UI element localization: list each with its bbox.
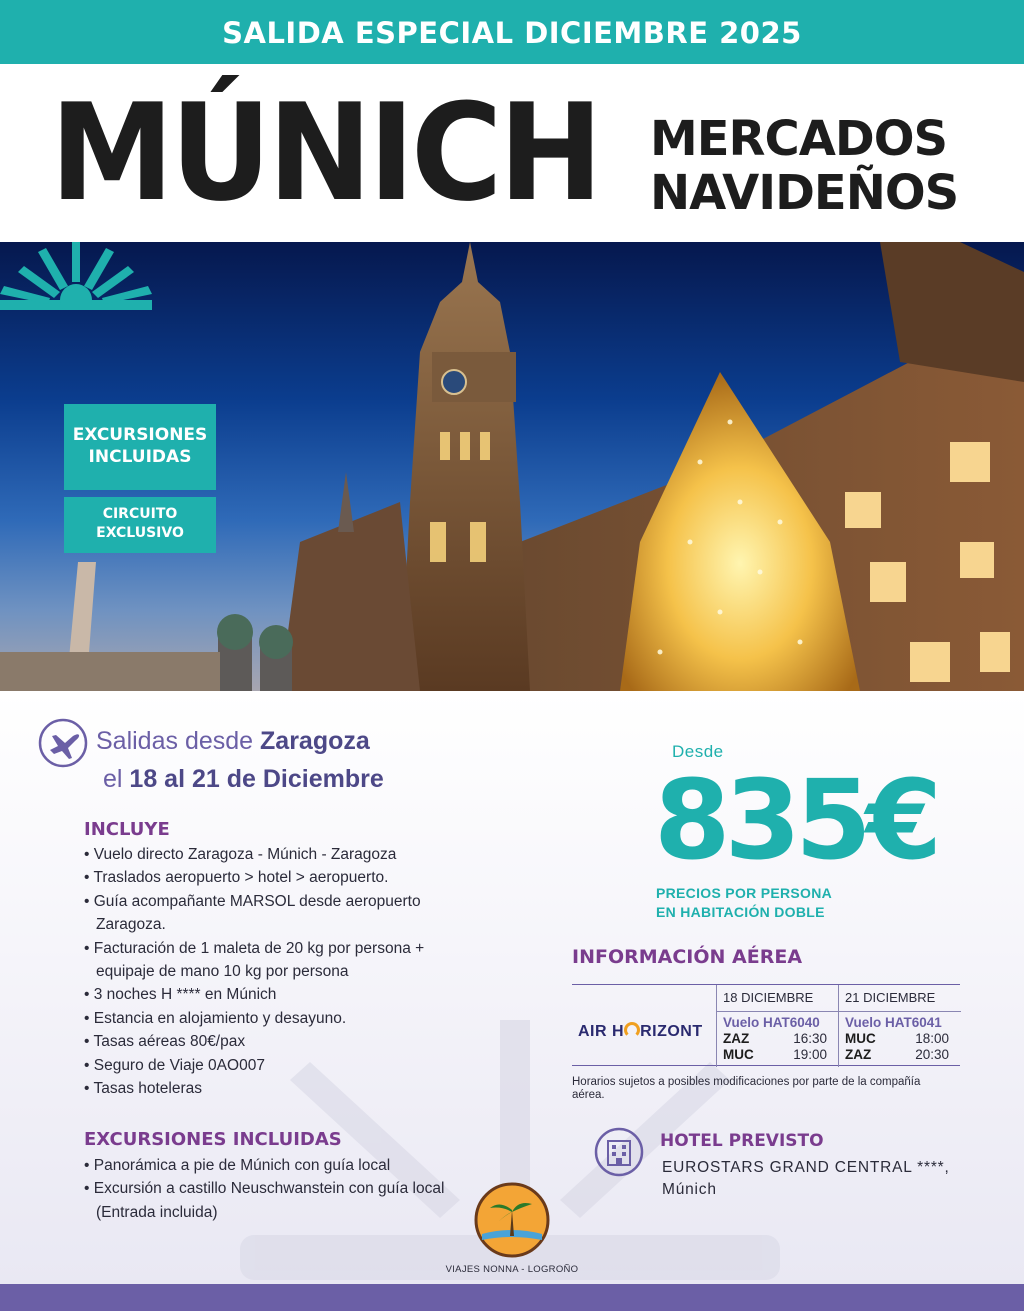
list-item: • Seguro de Viaje 0AO007 bbox=[84, 1054, 484, 1077]
excursions-heading: EXCURSIONES INCLUIDAS bbox=[84, 1129, 342, 1150]
flight-number: Vuelo HAT6040 bbox=[723, 1015, 820, 1030]
airport-code: ZAZ bbox=[845, 1047, 872, 1062]
list-item: • 3 noches H **** en Múnich bbox=[84, 983, 484, 1006]
return-column bbox=[838, 985, 960, 1067]
list-item: • Tasas aéreas 80€/pax bbox=[84, 1030, 484, 1053]
agency-logo-icon bbox=[474, 1182, 550, 1258]
excursions-list bbox=[84, 1154, 489, 1224]
flight-row bbox=[723, 1047, 827, 1062]
price-note-line: EN HABITACIÓN DOBLE bbox=[656, 904, 825, 920]
agency-name: VIAJES NONNA - LOGROÑO bbox=[445, 1264, 579, 1275]
divider bbox=[839, 1011, 961, 1012]
list-item: • Estancia en alojamiento y desayuno. bbox=[84, 1007, 484, 1030]
outbound-column bbox=[716, 985, 838, 1067]
includes-list bbox=[84, 843, 484, 1100]
hotel-city: Múnich bbox=[662, 1181, 717, 1198]
flight-date: 18 DICIEMBRE bbox=[723, 990, 814, 1005]
hero-photo bbox=[0, 242, 1024, 691]
list-item: • Panorámica a pie de Múnich con guía local bbox=[84, 1154, 489, 1177]
departure-prefix: Salidas desde bbox=[96, 727, 254, 755]
flight-time: 20:30 bbox=[915, 1047, 949, 1062]
flight-table bbox=[572, 984, 960, 1066]
price-amount: 835€ bbox=[654, 756, 937, 884]
flight-time: 18:00 bbox=[915, 1031, 949, 1046]
departure-line bbox=[96, 727, 370, 756]
flight-info-heading: INFORMACIÓN AÉREA bbox=[572, 946, 803, 968]
list-item: • Vuelo directo Zaragoza - Múnich - Zaragoza bbox=[84, 843, 484, 866]
badge-line: INCLUIDAS bbox=[88, 447, 192, 467]
plane-icon bbox=[38, 718, 88, 768]
flight-date: 21 DICIEMBRE bbox=[845, 990, 936, 1005]
divider bbox=[717, 1011, 839, 1012]
badge-line: EXCURSIONES bbox=[72, 425, 208, 445]
list-item: • Guía acompañante MARSOL desde aeropuerto Zaragoza. bbox=[84, 890, 484, 937]
airline-name-part: RIZONT bbox=[640, 1023, 703, 1040]
dates-prefix: el bbox=[103, 765, 123, 793]
flight-time: 19:00 bbox=[793, 1047, 827, 1062]
subtitle-line-1: MERCADOS bbox=[650, 111, 948, 167]
circuito-badge bbox=[64, 497, 216, 553]
sun-rays-icon bbox=[0, 242, 152, 310]
badge-line: EXCLUSIVO bbox=[96, 525, 184, 541]
hotel-name-line: EUROSTARS GRAND CENTRAL ****, bbox=[662, 1159, 950, 1176]
excursiones-badge bbox=[64, 404, 216, 490]
departure-city: Zaragoza bbox=[260, 727, 370, 755]
hotel-heading: HOTEL PREVISTO bbox=[660, 1131, 824, 1151]
list-item: • Tasas hoteleras bbox=[84, 1077, 484, 1100]
bottom-bar bbox=[0, 1284, 1024, 1311]
title-area bbox=[0, 64, 1024, 242]
flight-row bbox=[845, 1047, 949, 1062]
badge-line: CIRCUITO bbox=[102, 506, 178, 522]
list-item: • Facturación de 1 maleta de 20 kg por persona + equipaje de mano 10 kg por persona bbox=[84, 937, 484, 984]
dates-line bbox=[103, 765, 384, 794]
price-note-line: PRECIOS POR PERSONA bbox=[656, 885, 833, 901]
list-item: • Traslados aeropuerto > hotel > aeropuerto. bbox=[84, 866, 484, 889]
subtitle-line-2: NAVIDEÑOS bbox=[650, 165, 959, 221]
includes-heading: INCLUYE bbox=[84, 819, 170, 840]
flight-time: 16:30 bbox=[793, 1031, 827, 1046]
airport-code: MUC bbox=[845, 1031, 876, 1046]
airline-name-part: AIR H bbox=[578, 1023, 625, 1040]
dates-value: 18 al 21 de Diciembre bbox=[129, 765, 384, 793]
subtitle bbox=[650, 112, 958, 220]
city-title: MÚNICH bbox=[50, 75, 600, 231]
top-banner: SALIDA ESPECIAL DICIEMBRE 2025 bbox=[0, 0, 1024, 64]
flight-note: Horarios sujetos a posibles modificaciones por parte de la compañía aérea. bbox=[572, 1076, 921, 1101]
flight-row bbox=[723, 1031, 827, 1046]
price-note bbox=[656, 884, 832, 922]
hotel-name bbox=[662, 1157, 950, 1201]
price-from: Desde bbox=[672, 742, 724, 761]
airline-logo bbox=[578, 1022, 703, 1041]
list-item: • Excursión a castillo Neuschwanstein con guía local (Entrada incluida) bbox=[84, 1177, 489, 1224]
hotel-icon bbox=[594, 1127, 644, 1177]
flight-row bbox=[845, 1031, 949, 1046]
airline-o-icon bbox=[624, 1022, 640, 1038]
flight-number: Vuelo HAT6041 bbox=[845, 1015, 942, 1030]
airport-code: ZAZ bbox=[723, 1031, 750, 1046]
airport-code: MUC bbox=[723, 1047, 754, 1062]
